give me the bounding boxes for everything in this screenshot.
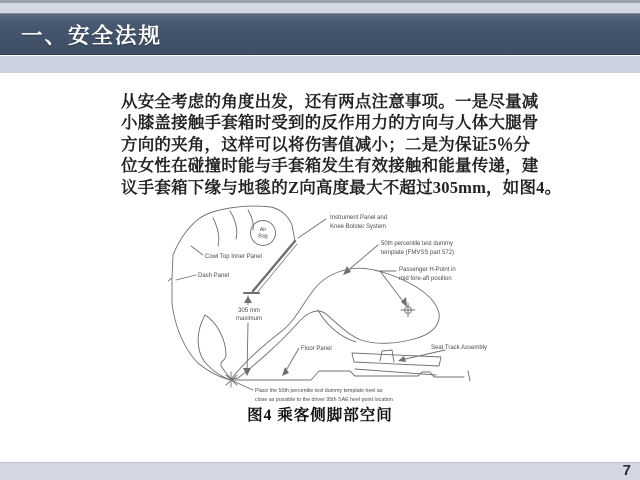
air-bag-label: Bag [258, 233, 268, 240]
header-sub-strip [0, 56, 640, 73]
body-text-line: 位女性在碰撞时能与手套箱发生有效接触和能量传递，建 [121, 156, 539, 176]
page-title: 一、安全法规 [21, 24, 163, 48]
body-text-line: 小膝盖接触手套箱时受到的反作用力的方向与人体大腿骨 [121, 113, 539, 133]
h-point-label: Passenger H-Point in [399, 267, 456, 273]
body-text-line: 议手套箱下缘与地毯的Z向高度最大不超过305mm，如图4。 [121, 177, 562, 197]
cowl-top-label: Cowl Top Inner Panel [205, 254, 262, 260]
diagram-lines [168, 206, 470, 390]
dummy-template-label: template (FMVSS part 572) [381, 250, 455, 256]
page-number: 7 [622, 462, 631, 479]
floor-panel-label: Floor Panel [301, 346, 332, 352]
h-point-label: mid fore-aft position [399, 276, 452, 282]
instrument-panel-label: Knee Bolster System [330, 224, 387, 230]
body-text-line: 方向的夹角，这样可以将伤害值减小；二是为保证5％分 [121, 134, 531, 154]
dummy-template-label: 50th percentile test dummy [381, 241, 454, 247]
h-point-icon [401, 303, 415, 317]
seat-track-label: Seat Track Assembly [431, 345, 488, 351]
slide-title-bar [0, 13, 640, 55]
dimension-label: maximum [235, 316, 263, 322]
bottom-strip [0, 462, 640, 480]
figure-diagram [168, 203, 513, 403]
dimension-label: 305 mm [238, 308, 260, 314]
body-text-line: 从安全考虑的角度出发，还有两点注意事项。一是尽量减 [121, 92, 539, 111]
air-bag-label: Air [259, 227, 267, 233]
figure-caption: 图4 乘客侧脚部空间 [247, 407, 393, 424]
top-strip [0, 3, 640, 13]
heel-note-label: Place the 50th percentile test dummy template heel as [255, 388, 383, 394]
heel-note-label: close as possible to the driver 95th SAE heel point location [255, 397, 393, 403]
dash-panel-label: Dash Panel [198, 273, 230, 279]
instrument-panel-label: Instrument Panel and [330, 215, 388, 221]
body-text [121, 91, 562, 198]
